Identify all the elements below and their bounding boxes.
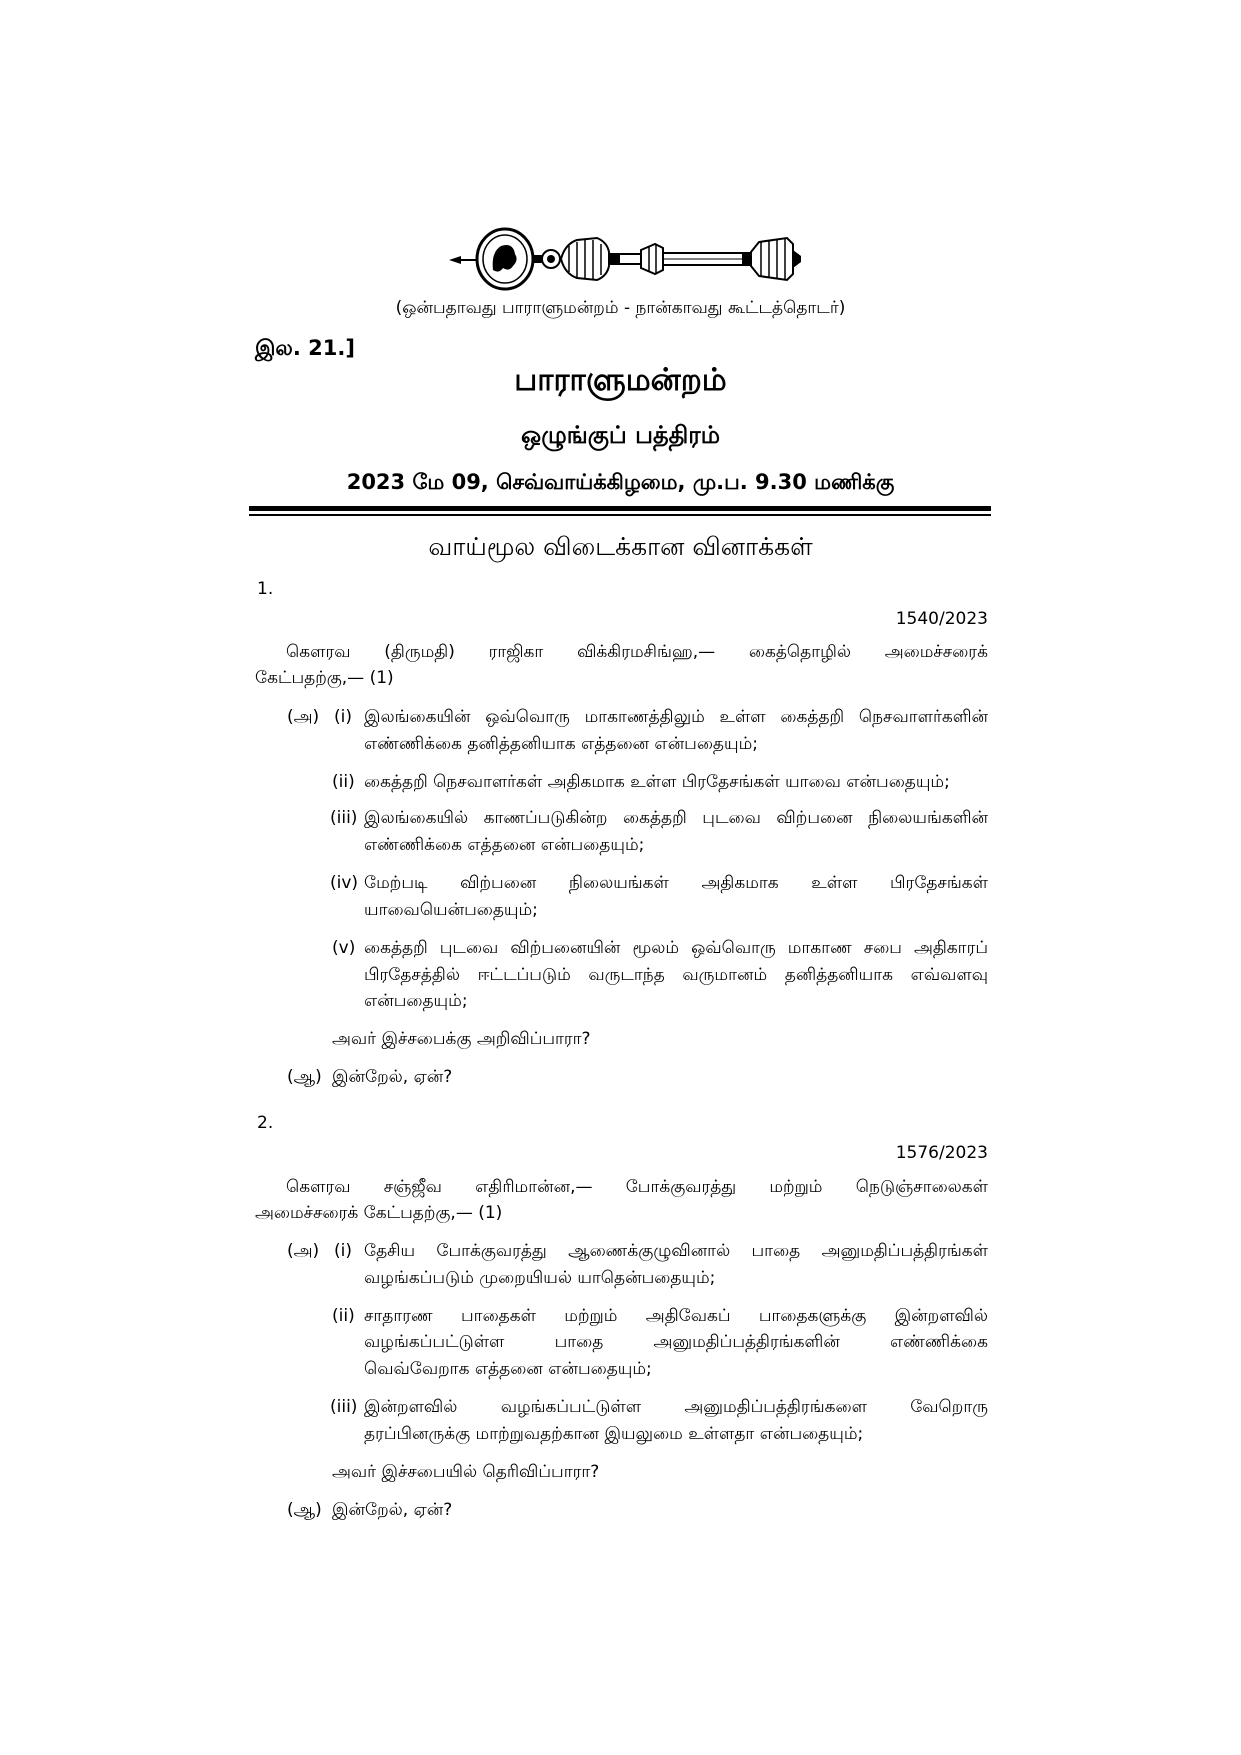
item-text: தரப்பினருக்கு மாற்றுவதற்கான இயலுமை உள்ளதா என்பதையும்; — [364, 1424, 864, 1444]
intro-word: (திருமதி) — [384, 642, 455, 662]
intro-word: கைத்தொழில் — [748, 642, 851, 662]
part-a-label: (அ) — [287, 707, 320, 727]
item-label: (v) — [332, 938, 356, 958]
parliament-mace-emblem — [447, 222, 805, 294]
page-subtitle: ஒழுங்குப் பத்திரம் — [520, 421, 721, 449]
part-b-label: (ஆ) — [287, 1067, 322, 1087]
question-closing: அவர் இச்சபைக்கு அறிவிப்பாரா? — [332, 1029, 591, 1049]
intro-word: போக்குவரத்து — [625, 1177, 737, 1197]
intro-word: அமைச்சரைக் — [884, 642, 988, 662]
item-label: (i) — [334, 1241, 352, 1261]
intro-word: நெடுஞ்சாலைகள் — [855, 1177, 988, 1197]
item-text: வழங்கப்படும் முறையியல் யாதென்பதையும்; — [364, 1268, 716, 1288]
item-text: தேசிய போக்குவரத்து ஆணைக்குழுவினால் பாதை அனுமதிப்பத்திரங்கள் — [364, 1241, 988, 1261]
item-text: யாவையென்பதையும்; — [364, 900, 538, 920]
item-text: இலங்கையில் காணப்படுகின்ற கைத்தறி புடவை விற்பனை நிலையங்களின் — [364, 808, 988, 828]
dateline: 2023 மே 09, செவ்வாய்க்கிழமை, மு.ப. 9.30 மணிக்கு — [346, 470, 895, 494]
intro-word: கௌரவ — [286, 642, 351, 662]
intro-word: ராஜிகா — [488, 642, 544, 662]
item-text: இன்றளவில் வழங்கப்பட்டுள்ள அனுமதிப்பத்திரங்களை வேறொரு — [364, 1397, 988, 1417]
page-title: பாராளுமன்றம் — [514, 362, 727, 398]
question-intro-line2: கேட்பதற்கு,— (1) — [255, 668, 394, 688]
part-a-label: (அ) — [287, 1241, 320, 1261]
item-text: சாதாரண பாதைகள் மற்றும் அதிவேகப் பாதைகளுக்கு இன்றளவில் — [364, 1306, 988, 1326]
item-label: (i) — [334, 707, 352, 727]
question-intro — [286, 642, 988, 664]
intro-word: எதிரிமான்ன,— — [475, 1177, 593, 1197]
question-number: 2. — [257, 1113, 274, 1133]
divider — [249, 506, 991, 511]
item-label: (iii) — [330, 808, 358, 828]
item-text: மேற்படி விற்பனை நிலையங்கள் அதிகமாக உள்ள பிரதேசங்கள் — [364, 873, 988, 893]
item-text: கைத்தறி நெசவாளர்கள் அதிகமாக உள்ள பிரதேசங்கள் யாவை என்பதையும்; — [364, 772, 950, 792]
intro-word: கௌரவ — [286, 1177, 351, 1197]
divider — [249, 514, 991, 516]
intro-word: மற்றும் — [769, 1177, 823, 1197]
intro-word: சஞ்ஜீவ — [383, 1177, 442, 1197]
item-label: (ii) — [332, 1306, 355, 1326]
item-label: (ii) — [332, 772, 355, 792]
question-intro — [286, 1177, 988, 1199]
question-number: 1. — [257, 579, 274, 599]
item-label: (iii) — [330, 1397, 358, 1417]
item-label: (iv) — [330, 873, 359, 893]
item-text: கைத்தறி புடவை விற்பனையின் மூலம் ஒவ்வொரு மாகாண சபை அதிகாரப் — [364, 938, 988, 958]
part-b-text: இன்றேல், ஏன்? — [332, 1500, 453, 1520]
item-text: வழங்கப்பட்டுள்ள பாதை அனுமதிப்பத்திரங்களின் எண்ணிக்கை — [364, 1332, 988, 1352]
issue-number: இல. 21.] — [255, 336, 355, 360]
part-b-label: (ஆ) — [287, 1500, 322, 1520]
question-intro-line2: அமைச்சரைக் கேட்பதற்கு,— (1) — [255, 1203, 503, 1223]
item-text: எண்ணிக்கை தனித்தனியாக எத்தனை என்பதையும்; — [364, 734, 758, 754]
question-reference: 1576/2023 — [895, 1143, 988, 1163]
item-text: பிரதேசத்தில் ஈட்டப்படும் வருடாந்த வருமானம் தனித்தனியாக எவ்வளவு — [364, 965, 988, 985]
session-label: (ஒன்பதாவது பாராளுமன்றம் - நான்காவது கூட்டத்தொடர்) — [395, 298, 846, 318]
item-text: இலங்கையின் ஒவ்வொரு மாகாணத்திலும் உள்ள கைத்தறி நெசவாளர்களின் — [364, 707, 988, 727]
question-reference: 1540/2023 — [895, 609, 988, 629]
item-text: வெவ்வேறாக எத்தனை என்பதையும்; — [364, 1359, 652, 1379]
part-b-text: இன்றேல், ஏன்? — [332, 1067, 453, 1087]
item-text: என்பதையும்; — [364, 991, 468, 1011]
intro-word: விக்கிரமசிங்ஹ,— — [577, 642, 716, 662]
item-text: எண்ணிக்கை எத்தனை என்பதையும்; — [364, 835, 645, 855]
question-closing: அவர் இச்சபையில் தெரிவிப்பாரா? — [332, 1462, 600, 1482]
section-title: வாய்மூல விடைக்கான வினாக்கள் — [428, 532, 813, 561]
